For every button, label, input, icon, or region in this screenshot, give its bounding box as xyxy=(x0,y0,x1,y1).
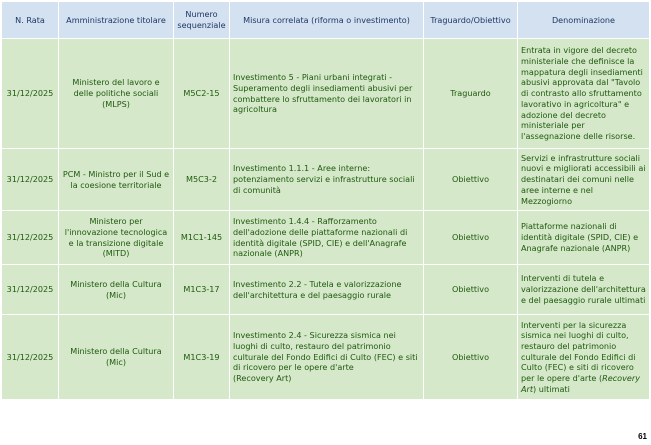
table-row xyxy=(2,149,650,211)
cell-amministrazione: Ministero della Cultura (Mic) xyxy=(59,315,174,400)
cell-rata: 31/12/2025 xyxy=(2,211,59,265)
cell-amministrazione: Ministero per l'innovazione tecnologica e la transizione digitale (MITD) xyxy=(59,211,174,265)
misura-text: Investimento 2.4 - Sicurezza sismica nei luoghi di culto, restauro del patrimonio culturale del Fondo Edifici di Culto (FEC) e siti di ricovero per le opere d'arte xyxy=(233,330,418,373)
header-row xyxy=(2,2,650,39)
cell-denominazione: Piattaforme nazionali di identità digitale (SPID, CIE) e Anagrafe nazionale (ANPR) xyxy=(518,211,650,265)
cell-traguardo: Obiettivo xyxy=(424,149,518,211)
cell-rata: 31/12/2025 xyxy=(2,149,59,211)
cell-traguardo: Obiettivo xyxy=(424,211,518,265)
table-row xyxy=(2,315,650,400)
cell-numero: M5C3-2 xyxy=(174,149,230,211)
header-numero: Numero sequenziale xyxy=(174,2,230,39)
cell-numero: M5C2-15 xyxy=(174,39,230,149)
denominazione-italic: Recovery Art xyxy=(521,373,641,394)
cell-misura: Investimento 2.2 - Tutela e valorizzazione dell'architettura e del paesaggio rurale xyxy=(230,265,424,315)
cell-denominazione xyxy=(518,315,650,400)
cell-numero: M1C1-145 xyxy=(174,211,230,265)
header-misura: Misura correlata (riforma o investimento) xyxy=(230,2,424,39)
cell-rata: 31/12/2025 xyxy=(2,315,59,400)
cell-numero: M1C3-19 xyxy=(174,315,230,400)
cell-denominazione: Interventi di tutela e valorizzazione dell'architettura e del paesaggio rurale ultimati xyxy=(518,265,650,315)
cell-denominazione: Servizi e infrastrutture sociali nuovi e migliorati accessibili ai destinatari dei comuni nelle aree interne e nel Mezzogiorno xyxy=(518,149,650,211)
header-amministrazione: Amministrazione titolare xyxy=(59,2,174,39)
cell-denominazione: Entrata in vigore del decreto ministeriale che definisce la mappatura degli insediamenti abusivi approvata dal "Tavolo di contrasto allo sfruttamento lavorativo in agricoltura" e adozione del decreto ministeriale per l'assegnazione delle risorse. xyxy=(518,39,650,149)
misura-extra: (Recovery Art) xyxy=(233,373,292,383)
cell-numero: M1C3-17 xyxy=(174,265,230,315)
cell-amministrazione: Ministero della Cultura (Mic) xyxy=(59,265,174,315)
cell-traguardo: Traguardo xyxy=(424,39,518,149)
cell-misura xyxy=(230,315,424,400)
cell-misura: Investimento 1.4.4 - Rafforzamento dell'adozione delle piattaforme nazionali di identità digitale (SPID, CIE) e dell'Anagrafe nazionale (ANPR) xyxy=(230,211,424,265)
cell-amministrazione: Ministero del lavoro e delle politiche sociali (MLPS) xyxy=(59,39,174,149)
header-traguardo: Traguardo/Obiettivo xyxy=(424,2,518,39)
cell-misura: Investimento 5 - Piani urbani integrati - Superamento degli insediamenti abusivi per combattere lo sfruttamento dei lavoratori in agricoltura xyxy=(230,39,424,149)
cell-rata: 31/12/2025 xyxy=(2,265,59,315)
cell-amministrazione: PCM - Ministro per il Sud e la coesione territoriale xyxy=(59,149,174,211)
cell-traguardo: Obiettivo xyxy=(424,315,518,400)
measures-table xyxy=(1,1,650,400)
cell-misura: Investimento 1.1.1 - Aree interne: potenziamento servizi e infrastrutture sociali di comunità xyxy=(230,149,424,211)
cell-traguardo: Obiettivo xyxy=(424,265,518,315)
denominazione-text: Interventi per la sicurezza sismica nei luoghi di culto, restauro del patrimonio culturale del Fondo Edifici di Culto (FEC) e siti di ricovero per le opere d'arte ( xyxy=(521,319,636,383)
cell-rata: 31/12/2025 xyxy=(2,39,59,149)
table-row xyxy=(2,211,650,265)
denominazione-end: ) ultimati xyxy=(533,383,570,394)
page-number: 61 xyxy=(638,432,647,441)
header-denominazione: Denominazione xyxy=(518,2,650,39)
table-row xyxy=(2,39,650,149)
header-rata: N. Rata xyxy=(2,2,59,39)
table-row xyxy=(2,265,650,315)
